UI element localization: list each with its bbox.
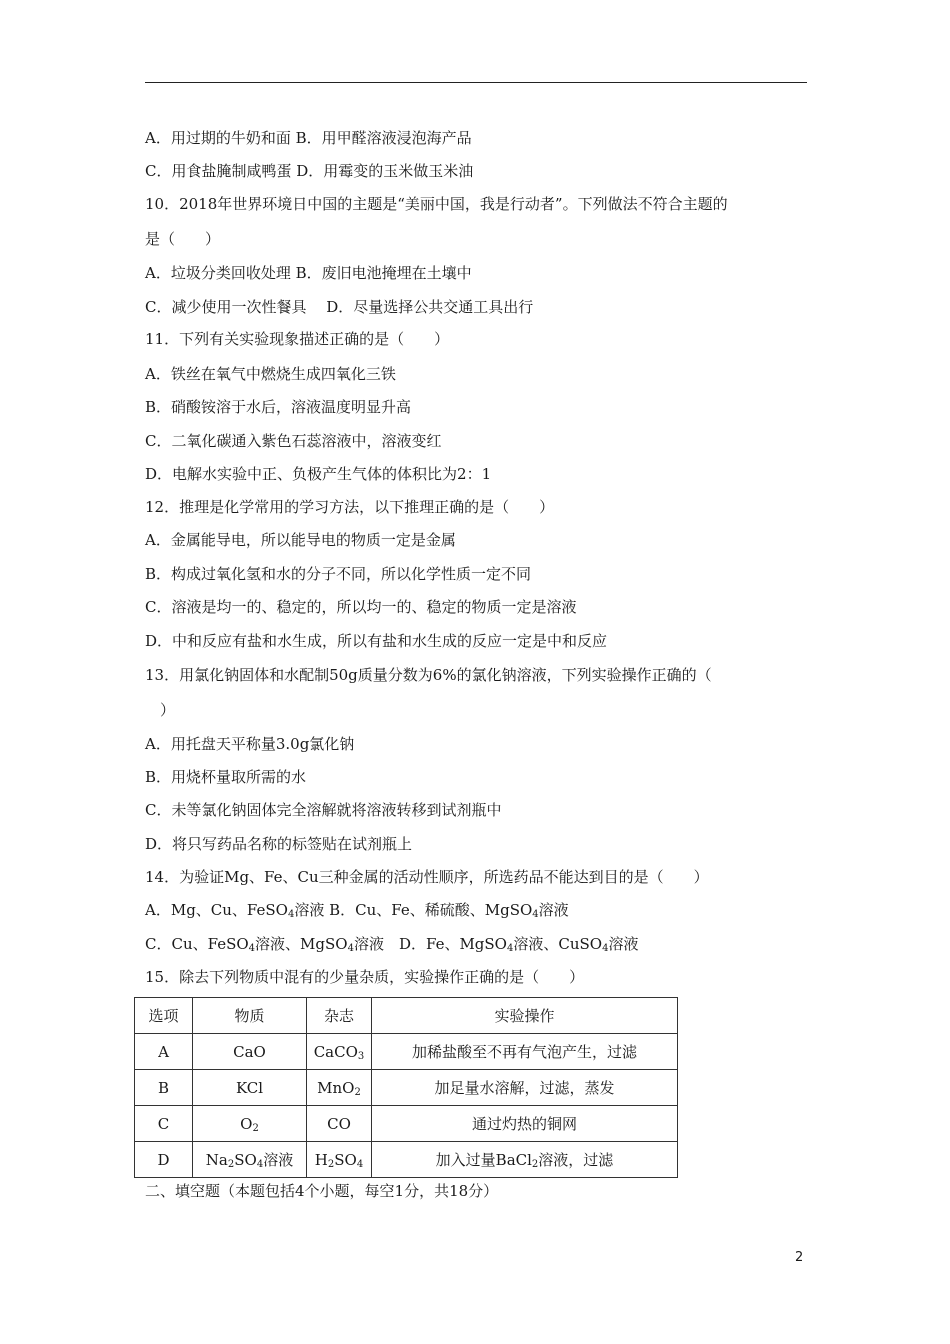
- cell-substance: KCl: [193, 1070, 307, 1106]
- q10-options-ab: A．垃圾分类回收处理 B．废旧电池掩埋在土壤中: [145, 264, 472, 282]
- table-row: [135, 1106, 678, 1142]
- cell-substance: $O_2$: [193, 1106, 307, 1142]
- q13-option-c: C．未等氯化钠固体完全溶解就将溶液转移到试剂瓶中: [145, 801, 502, 819]
- header-substance: 物质: [193, 998, 307, 1034]
- q11-stem: 11．下列有关实验现象描述正确的是（ ）: [145, 330, 450, 348]
- q13-option-a: A．用托盘天平称量3.0g氯化钠: [145, 735, 355, 753]
- q12-option-c: C．溶液是均一的、稳定的，所以均一的、稳定的物质一定是溶液: [145, 598, 577, 616]
- page-number: 2: [795, 1250, 804, 1265]
- table-row: [135, 1034, 678, 1070]
- q10-stem: 10．2018年世界环境日中国的主题是“美丽中国，我是行动者”。下列做法不符合主题的: [145, 195, 728, 213]
- q11-option-a: A．铁丝在氧气中燃烧生成四氧化三铁: [145, 365, 396, 383]
- q10-stem-cont: 是（ ）: [145, 230, 221, 248]
- table-row: [135, 1070, 678, 1106]
- q14-options-cd: C．Cu、FeSO$_4$溶液、MgSO$_4$溶液 D．Fe、MgSO$_4$溶液、CuSO$_4$溶液: [145, 935, 639, 954]
- q9-options-ab: A．用过期的牛奶和面 B．用甲醛溶液浸泡海产品: [145, 129, 472, 147]
- q11-option-d: D．电解水实验中正、负极产生气体的体积比为2：1: [145, 465, 492, 483]
- table-row: [135, 1142, 678, 1178]
- q9-options-cd: C．用食盐腌制咸鸭蛋 D．用霉变的玉米做玉米油: [145, 162, 474, 180]
- q13-option-b: B．用烧杯量取所需的水: [145, 768, 307, 786]
- cell-impurity: $H_2SO_4$: [307, 1142, 372, 1178]
- cell-operation: 加足量水溶解，过滤，蒸发: [372, 1070, 678, 1106]
- cell-impurity: CO: [307, 1106, 372, 1142]
- cell-option: D: [135, 1142, 193, 1178]
- q12-option-a: A．金属能导电，所以能导电的物质一定是金属: [145, 531, 456, 549]
- header-impurity: 杂志: [307, 998, 372, 1034]
- header-option: 选项: [135, 998, 193, 1034]
- header-rule: [145, 82, 807, 83]
- q13-option-d: D．将只写药品名称的标签贴在试剂瓶上: [145, 835, 413, 853]
- options-table: [134, 997, 678, 1178]
- cell-option: B: [135, 1070, 193, 1106]
- q10-options-cd: C．减少使用一次性餐具 D．尽量选择公共交通工具出行: [145, 298, 534, 316]
- cell-operation: 加稀盐酸至不再有气泡产生，过滤: [372, 1034, 678, 1070]
- cell-option: A: [135, 1034, 193, 1070]
- cell-option: C: [135, 1106, 193, 1142]
- cell-impurity: CaCO$_3$: [307, 1034, 372, 1070]
- q14-options-ab: A．Mg、Cu、FeSO$_4$溶液 B．Cu、Fe、稀硫酸、MgSO$_4$溶液: [145, 901, 569, 920]
- section-heading: 二、填空题（本题包括4个小题，每空1分，共18分）: [145, 1182, 499, 1200]
- cell-substance: CaO: [193, 1034, 307, 1070]
- q11-option-b: B．硝酸铵溶于水后，溶液温度明显升高: [145, 398, 412, 416]
- q13-stem: 13．用氯化钠固体和水配制50g质量分数为6%的氯化钠溶液，下列实验操作正确的（: [145, 666, 712, 684]
- header-operation: 实验操作: [372, 998, 678, 1034]
- q14-stem: 14．为验证Mg、Fe、Cu三种金属的活动性顺序，所选药品不能达到目的是（ ）: [145, 868, 709, 886]
- q11-option-c: C．二氧化碳通入紫色石蕊溶液中，溶液变红: [145, 432, 442, 450]
- cell-impurity: MnO$_2$: [307, 1070, 372, 1106]
- cell-substance: $Na_2SO_4$溶液: [193, 1142, 307, 1178]
- cell-operation: 加入过量BaCl$_2$溶液，过滤: [372, 1142, 678, 1178]
- q13-stem-cont: ）: [145, 701, 176, 719]
- cell-operation: 通过灼热的铜网: [372, 1106, 678, 1142]
- q12-stem: 12．推理是化学常用的学习方法，以下推理正确的是（ ）: [145, 498, 555, 516]
- q12-option-b: B．构成过氧化氢和水的分子不同，所以化学性质一定不同: [145, 565, 532, 583]
- q15-stem: 15．除去下列物质中混有的少量杂质，实验操作正确的是（ ）: [145, 968, 585, 986]
- q12-option-d: D．中和反应有盐和水生成，所以有盐和水生成的反应一定是中和反应: [145, 632, 608, 650]
- table-header-row: [135, 998, 678, 1034]
